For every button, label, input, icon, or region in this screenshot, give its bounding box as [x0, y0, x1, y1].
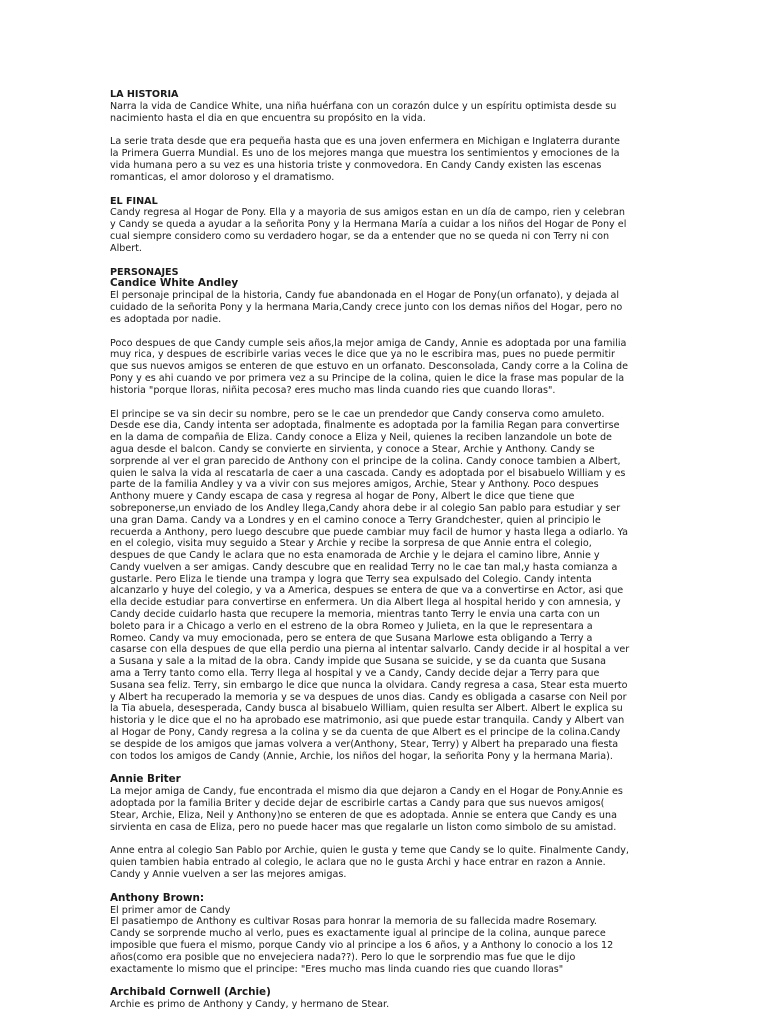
document-page	[110, 89, 630, 1011]
section-heading-historia: LA HISTORIA	[110, 89, 179, 100]
anthony-paragraph: El pasatiempo de Anthony es cultivar Rosas para honrar la memoria de su fallecida madre Rosemary. Candy se sorprende mucho al verlo, pues es exactamente igual al principe de la colina, aunque parece imposible que fuera el mismo, porque Candy vio al principe a los 6 años, y a Anthony lo conocio a los 12 años(como era posible que no envejeciera nada??). Pero lo que le sorprendio mas fue que le dijo exactamente lo mismo que el principe: "Eres mucho mas linda cuando ries que cuando lloras"	[110, 916, 614, 975]
character-name-archie: Archibald Cornwell (Archie)	[110, 986, 271, 999]
historia-paragraph-1: Narra la vida de Candice White, una niña huérfana con un corazón dulce y un espíritu optimista desde su nacimiento hasta el dia en que encuentra su propósito en la vida.	[110, 100, 617, 124]
anthony-subtitle: El primer amor de Candy	[110, 904, 231, 916]
final-paragraph: Candy regresa al Hogar de Pony. Ella y a mayoria de sus amigos estan en un día de campo, rien y celebran y Candy se queda a ayudar a la señorita Pony y la Hermana María a cuidar a los niños del Hogar de Pony el cual siempre considero como su verdadero hogar, se da a entender que no se queda ni con Terry ni con Albert.	[110, 207, 627, 254]
section-heading-final: EL FINAL	[110, 195, 158, 207]
section-heading-personajes: PERSONAJES	[110, 266, 179, 278]
character-name-candice: Candice White Andley	[110, 277, 239, 290]
candice-paragraph-1: El personaje principal de la historia, Candy fue abandonada en el Hogar de Pony(un orfanato), y dejada al cuidado de la señorita Pony y la hermana Maria,Candy crece junto con los demas niños del Hogar, pero no es adoptada por nadie.	[110, 290, 623, 325]
archie-paragraph: Archie es primo de Anthony y Candy, y hermano de Stear.	[110, 999, 390, 1011]
character-name-annie: Annie Briter	[110, 773, 181, 786]
candice-paragraph-3: El principe se va sin decir su nombre, pero se le cae un prendedor que Candy conserva como amuleto. Desde ese dia, Candy intenta ser adoptada, finalmente es adoptada por la familia Regan para convertirse en la dama de compañia de Eliza. Candy conoce a Eliza y Neil, quienes la reciben lanzandole un bote de agua desde el balcon. Candy se convierte en sirvienta, y conoce a Stear, Archie y Anthony. Candy se sorprende al ver el gran parecido de Anthony con el principe de la colina. Candy conoce tambien a Albert, quien le salva la vida al rescatarla de caer a una cascada. Candy es adoptada por el bisabuelo William y es parte de la familia Andley y va a vivir con sus mejores amigos, Archie, Stear y Anthony. Poco despues Anthony muere y Candy escapa de casa y regresa al hogar de Pony, Albert le dice que tiene que sobreponerse,un enviado de los Andley llega,Candy ahora debe ir al colegio San pablo para estudiar y ser una gran Dama. Candy va a Londres y en el camino conoce a Terry Grandchester, quien al principio le recuerda a Anthony, pero luego descubre que puede cambiar muy facil de humor y hasta llega a odiarlo. Ya en el colegio, visita muy seguido a Stear y Archie y recibe la sorpresa de que Annie entra el colegio, despues de que Candy le aclara que no esta enamorada de Archie y le dejara el camino libre, Annie y Candy vuelven a ser amigas. Candy descubre que en realidad Terry no le cae tan mal,y hasta comianza a gustarle. Pero Eliza le tiende una trampa y logra que Terry sea expulsado del Colegio. Candy intenta alcanzarlo y huye del colegio, y va a America, despues se entera de que va a convertirse en Actor, asi que ella decide estudiar para convertirse en enfermera. Un dia Albert llega al hospital herido y con amnesia, y Candy decide cuidarlo hasta que recupere la memoria, mientras tanto Terry le envia una carta con un boleto para ir a Chicago a verlo en el estreno de la obra Romeo y Julieta, en la que le representara a Romeo. Candy va muy emocionada, pero se entera de que Susana Marlowe esta obligando a Terry a casarse con ella despues de que ella perdio una pierna al intentar salvarlo. Candy decide ir al hospital a ver a Susana y sale a la mitad de la obra. Candy impide que Susana se suicide, y se da cuanta que Susana ama a Terry tanto como ella. Terry llega al hospital y ve a Candy, Candy decide dejar a Terry para que Susana sea feliz. Terry, sin embargo le dice que nunca la olvidara. Candy regresa a casa, Stear esta muerto y Albert ha recuperado la memoria y se va despues de unos dias. Candy es obligada a casarse con Neil por la Tia abuela, desesperada, Candy busca al bisabuelo William, quien resulta ser Albert. Albert le explica su historia y le dice que el no ha aprobado ese matrimonio, asi que puede estar tranquila. Candy y Albert van al Hogar de Pony, Candy regresa a la colina y se da cuenta de que Albert es el principe de la colina.Candy se despide de los amigos que jamas volvera a ver(Anthony, Stear, Terry) y Albert ha preparado una fiesta con todos los amigos de Candy (Annie, Archie, los niños del hogar, la señorita Pony y la hermana Maria).	[110, 408, 630, 762]
character-name-anthony: Anthony Brown:	[110, 891, 205, 904]
candice-paragraph-2: Poco despues de que Candy cumple seis años,la mejor amiga de Candy, Annie es adoptada por una familia muy rica, y despues de escribirle varias veces le dice que ya no le escribira mas, pues no puede permitir que sus nuevos amigos se enteren de que estuvo en un orfanato. Desconsolada, Candy corre a la Colina de Pony y es ahi cuando ve por primera vez a su Principe de la colina, quien le dice la frase mas popular de la historia "porque lloras, niñita pecosa? eres mucho mas linda cuando ries que cuando lloras".	[110, 337, 629, 396]
annie-paragraph-1: La mejor amiga de Candy, fue encontrada el mismo dia que dejaron a Candy en el Hogar de Pony.Annie es adoptada por la familia Briter y decide dejar de escribirle cartas a Candy para que sus nuevos amigos( Stear, Archie, Eliza, Neil y Anthony)no se enteren de que es adoptada. Annie se entera que Candy es una sirvienta en casa de Eliza, pero no puede hacer mas que regalarle un liston como simbolo de su amistad.	[110, 786, 623, 833]
annie-paragraph-2: Anne entra al colegio San Pablo por Archie, quien le gusta y teme que Candy se lo quite. Finalmente Candy, quien tambien habia entrado al colegio, le aclara que no le gusta Archi y hace entrar en razon a Annie. Candy y Annie vuelven a ser las mejores amigas.	[110, 845, 629, 881]
historia-paragraph-2: La serie trata desde que era pequeña hasta que es una joven enfermera en Michigan e Inglaterra durante la Primera Guerra Mundial. Es uno de los mejores manga que muestra los sentimientos y emociones de la vida humana pero a su vez es una historia triste y conmovedora. En Candy Candy existen las escenas romanticas, el amor doloroso y el dramatismo.	[110, 136, 620, 183]
